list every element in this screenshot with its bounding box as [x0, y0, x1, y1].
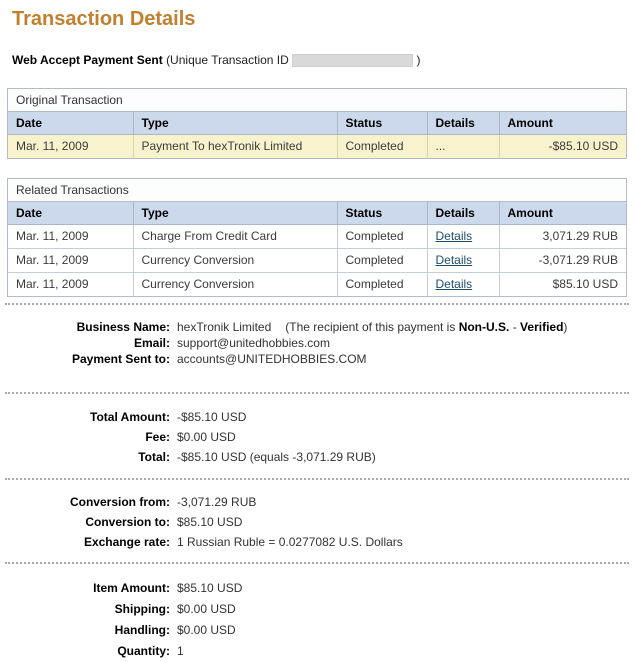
cell-amount: 3,071.29 RUB — [499, 225, 626, 249]
recipient-verified-badge: Verified — [520, 320, 564, 334]
cell-date: Mar. 11, 2009 — [8, 273, 133, 297]
cell-date: Mar. 11, 2009 — [8, 135, 133, 159]
related-transactions-title: Related Transactions — [8, 179, 626, 202]
transaction-id-suffix: ) — [416, 53, 421, 67]
dotted-separator — [5, 562, 629, 564]
recipient-note-prefix: (The recipient of this payment is — [285, 320, 456, 334]
column-header-date: Date — [8, 202, 133, 225]
quantity-label: Quantity: — [117, 644, 170, 658]
column-header-date: Date — [8, 112, 133, 135]
conversion-from-label: Conversion from: — [69, 495, 170, 509]
transaction-id-prefix: (Unique Transaction ID — [166, 53, 289, 67]
fee-value: $0.00 USD — [177, 430, 236, 444]
related-transactions-table — [8, 202, 626, 296]
column-header-type: Type — [133, 202, 337, 225]
cell-date: Mar. 11, 2009 — [8, 225, 133, 249]
total-row — [7, 447, 634, 467]
details-link[interactable]: Details — [435, 253, 473, 267]
total-amount-row — [7, 407, 634, 427]
total-label: Total: — [138, 450, 170, 464]
business-name: hexTronik Limited — [177, 320, 272, 334]
cell-type: Payment To hexTronik Limited — [133, 135, 337, 159]
payment-sent-to-value: accounts@UNITEDHOBBIES.COM — [177, 352, 367, 366]
table-header-row — [8, 112, 626, 135]
transaction-type-label: Web Accept Payment Sent — [12, 53, 163, 67]
fee-row — [7, 427, 634, 447]
fee-label: Fee: — [145, 430, 170, 444]
quantity-value: 1 — [177, 644, 184, 658]
conversion-to-value: $85.10 USD — [177, 515, 243, 529]
email-row — [7, 335, 634, 351]
cell-date: Mar. 11, 2009 — [8, 249, 133, 273]
cell-amount: -$85.10 USD — [499, 135, 626, 159]
redacted-transaction-id — [292, 54, 413, 67]
conversion-from-value: -3,071.29 RUB — [177, 495, 257, 509]
recipient-note-dash: - — [512, 320, 517, 334]
item-amount-value: $85.10 USD — [177, 581, 243, 595]
item-section — [7, 578, 634, 662]
cell-type: Charge From Credit Card — [133, 225, 337, 249]
item-amount-label: Item Amount: — [93, 581, 170, 595]
payment-sent-to-row — [7, 351, 634, 367]
page-title: Transaction Details — [12, 8, 196, 30]
handling-label: Handling: — [114, 623, 170, 637]
table-row — [8, 273, 626, 297]
cell-type: Currency Conversion — [133, 273, 337, 297]
column-header-type: Type — [133, 112, 337, 135]
item-amount-row — [7, 578, 634, 599]
conversion-section — [7, 492, 634, 552]
original-transaction-table — [8, 112, 626, 158]
column-header-amount: Amount — [499, 202, 626, 225]
column-header-status: Status — [337, 202, 427, 225]
conversion-to-label: Conversion to: — [85, 515, 170, 529]
original-transaction-title: Original Transaction — [8, 89, 626, 112]
cell-details — [427, 273, 499, 297]
shipping-value: $0.00 USD — [177, 602, 236, 616]
column-header-status: Status — [337, 112, 427, 135]
original-transaction-section — [7, 88, 627, 159]
business-name-value — [177, 319, 567, 335]
exchange-rate-label: Exchange rate: — [83, 535, 170, 549]
table-header-row — [8, 202, 626, 225]
cell-type: Currency Conversion — [133, 249, 337, 273]
exchange-rate-value: 1 Russian Ruble = 0.0277082 U.S. Dollars — [177, 535, 403, 549]
business-name-label: Business Name: — [76, 320, 170, 334]
cell-amount: $85.10 USD — [499, 273, 626, 297]
cell-amount: -3,071.29 RUB — [499, 249, 626, 273]
handling-row — [7, 620, 634, 641]
cell-details — [427, 249, 499, 273]
email-label: Email: — [133, 336, 170, 350]
recipient-status: Non-U.S. — [458, 320, 510, 334]
dotted-separator — [5, 303, 629, 305]
total-amount-label: Total Amount: — [90, 410, 170, 424]
conversion-to-row — [7, 512, 634, 532]
transaction-subheader — [12, 53, 634, 68]
details-link[interactable]: Details — [435, 277, 473, 291]
column-header-details: Details — [427, 202, 499, 225]
dotted-separator — [5, 478, 629, 480]
email-value: support@unitedhobbies.com — [177, 336, 330, 350]
details-link[interactable]: Details — [435, 229, 473, 243]
related-transactions-section — [7, 178, 627, 297]
shipping-row — [7, 599, 634, 620]
total-value: -$85.10 USD (equals -3,071.29 RUB) — [177, 450, 376, 464]
cell-status: Completed — [337, 249, 427, 273]
cell-status: Completed — [337, 135, 427, 159]
handling-value: $0.00 USD — [177, 623, 236, 637]
recipient-section — [7, 319, 634, 367]
column-header-amount: Amount — [499, 112, 626, 135]
cell-details: ... — [427, 135, 499, 159]
shipping-label: Shipping: — [114, 602, 170, 616]
payment-sent-to-label: Payment Sent to: — [71, 352, 170, 366]
cell-status: Completed — [337, 273, 427, 297]
table-row — [8, 225, 626, 249]
conversion-from-row — [7, 492, 634, 512]
exchange-rate-row — [7, 532, 634, 552]
cell-details — [427, 225, 499, 249]
dotted-separator — [5, 392, 629, 394]
recipient-note — [285, 320, 567, 334]
cell-status: Completed — [337, 225, 427, 249]
table-row — [8, 249, 626, 273]
recipient-note-suffix: ) — [563, 320, 568, 334]
business-name-row — [7, 319, 634, 335]
totals-section — [7, 407, 634, 467]
total-amount-value: -$85.10 USD — [177, 410, 247, 424]
column-header-details: Details — [427, 112, 499, 135]
quantity-row — [7, 641, 634, 662]
table-row — [8, 135, 626, 159]
